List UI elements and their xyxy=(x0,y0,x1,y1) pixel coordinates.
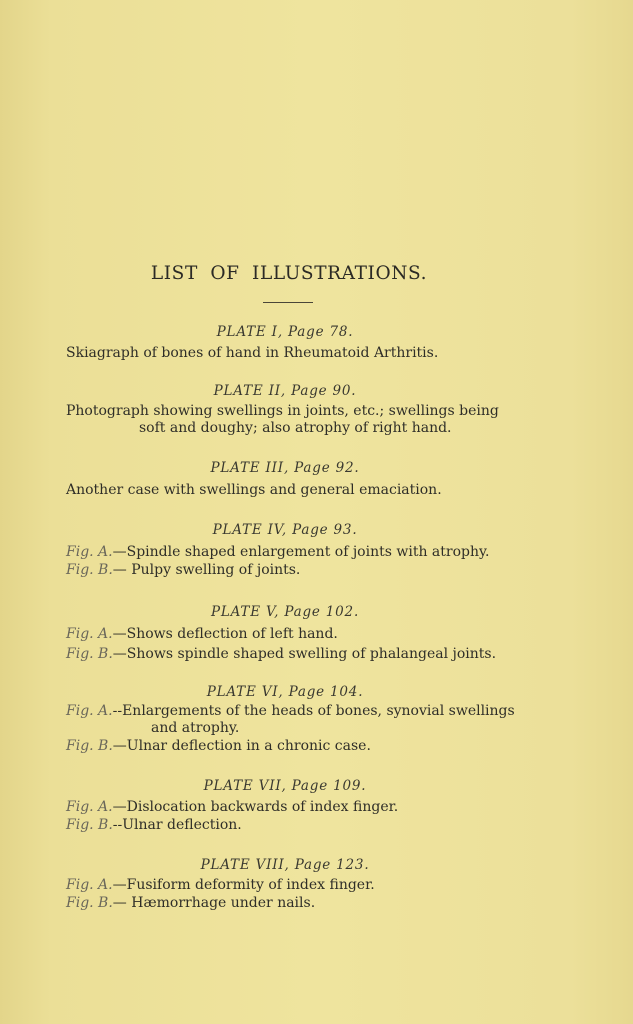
plate-7-fig-b xyxy=(66,817,242,834)
fig-label: Fig. A. xyxy=(66,626,113,642)
fig-caption: —Dislocation backwards of index finger. xyxy=(112,799,399,815)
plate-3-title: PLATE III, Page 92. xyxy=(210,460,360,476)
plate-3-caption: Another case with swellings and general emaciation. xyxy=(66,482,442,498)
plate-6-fig-a xyxy=(66,703,515,720)
fig-label: Fig. B. xyxy=(66,895,113,911)
plate-5-title: PLATE V, Page 102. xyxy=(210,604,360,620)
fig-label: Fig. A. xyxy=(66,877,113,893)
plate-1-title: PLATE I, Page 78. xyxy=(216,324,354,340)
plate-4-fig-b xyxy=(66,562,300,579)
plate-4-title: PLATE IV, Page 93. xyxy=(212,522,358,538)
fig-caption: —Ulnar deflection in a chronic case. xyxy=(112,738,371,754)
fig-caption: —Shows deflection of left hand. xyxy=(112,626,338,642)
plate-6-fig-a-continuation: and atrophy. xyxy=(151,720,240,736)
page-title: LIST OF ILLUSTRATIONS. xyxy=(150,263,428,284)
fig-label: Fig. B. xyxy=(66,817,113,833)
plate-6-title: PLATE VI, Page 104. xyxy=(206,684,364,700)
plate-2-title: PLATE II, Page 90. xyxy=(213,383,357,399)
plate-1-caption: Skiagraph of bones of hand in Rheumatoid Arthritis. xyxy=(66,345,439,361)
fig-caption: --Ulnar deflection. xyxy=(112,817,242,833)
title-rule xyxy=(263,302,313,303)
plate-8-fig-b xyxy=(66,895,315,912)
fig-label: Fig. A. xyxy=(66,703,113,719)
plate-2-caption-line-2: soft and doughy; also atrophy of right hand. xyxy=(139,420,452,436)
fig-caption: — Hæmorrhage under nails. xyxy=(112,895,316,911)
fig-caption: —Shows spindle shaped swelling of phalangeal joints. xyxy=(112,646,497,662)
plate-4-fig-a xyxy=(66,544,489,561)
plate-5-fig-a xyxy=(66,626,338,643)
fig-label: Fig. A. xyxy=(66,799,113,815)
plate-6-fig-b xyxy=(66,738,371,755)
fig-label: Fig. B. xyxy=(66,562,113,578)
plate-7-fig-a xyxy=(66,799,398,816)
fig-caption: — Pulpy swelling of joints. xyxy=(112,562,301,578)
plate-5-fig-b xyxy=(66,646,496,663)
fig-label: Fig. B. xyxy=(66,738,113,754)
fig-label: Fig. B. xyxy=(66,646,113,662)
plate-7-title: PLATE VII, Page 109. xyxy=(203,778,367,794)
plate-8-title: PLATE VIII, Page 123. xyxy=(200,857,370,873)
fig-caption: —Spindle shaped enlargement of joints with atrophy. xyxy=(112,544,490,560)
fig-caption: —Fusiform deformity of index finger. xyxy=(112,877,375,893)
fig-caption: --Enlargements of the heads of bones, synovial swellings xyxy=(112,703,515,719)
plate-2-caption-line-1: Photograph showing swellings in joints, etc.; swellings being xyxy=(66,403,499,419)
fig-label: Fig. A. xyxy=(66,544,113,560)
plate-8-fig-a xyxy=(66,877,375,894)
